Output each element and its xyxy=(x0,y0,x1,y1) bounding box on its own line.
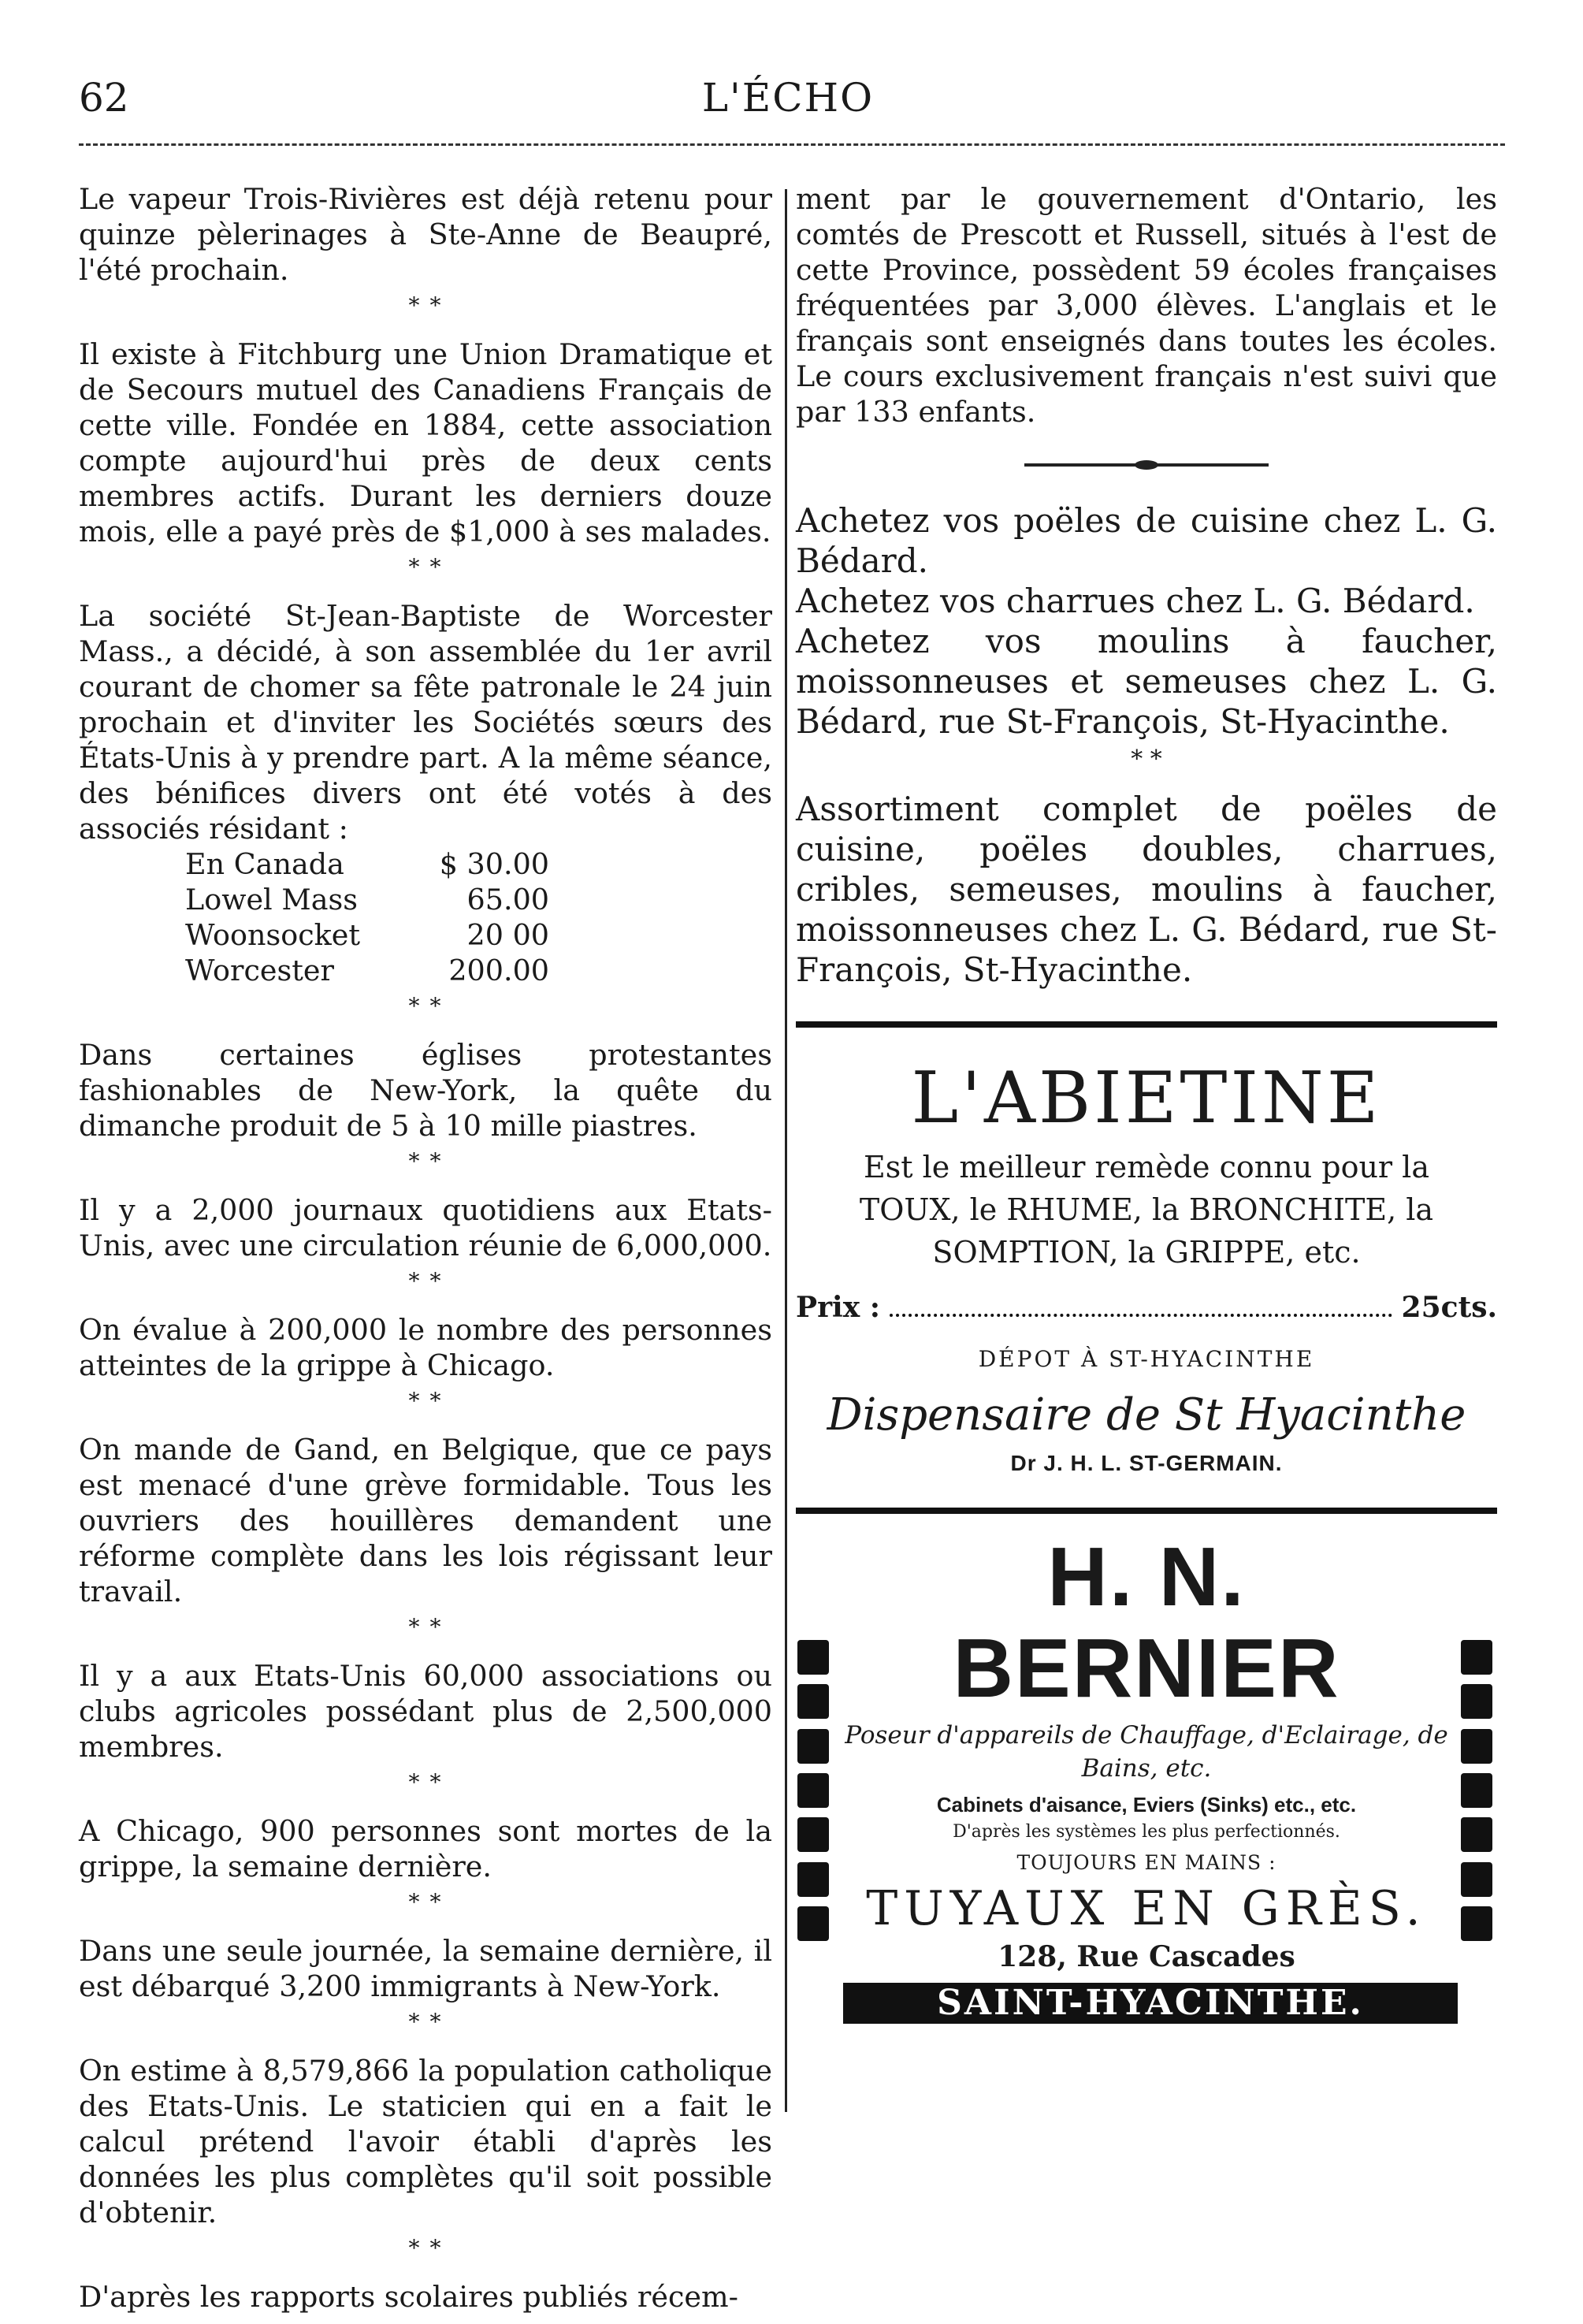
news-item: On mande de Gand, en Belgique, que ce pays est menacé d'une grève formidable. Tous les ouvriers des houillères demandent une réforme complète dans les lois régissant leur travail. xyxy=(79,1433,772,1608)
separator-stars: * * xyxy=(408,2235,443,2261)
ad-divider xyxy=(796,1021,1497,1028)
bernier-description: Poseur d'appareils de Chauffage, d'Eclairage, de Bains, etc. xyxy=(845,1721,1448,1783)
bernier-address: 128, Rue Cascades xyxy=(998,1940,1295,1973)
donation-amount: 20 00 xyxy=(466,918,550,952)
abietine-line: TOUX, le RHUME, la BRONCHITE, la xyxy=(859,1192,1434,1227)
price-label: Prix : xyxy=(796,1291,880,1324)
separator-stars: * * xyxy=(408,1148,443,1174)
price-value: 25cts. xyxy=(1401,1291,1497,1324)
news-item: Le vapeur Trois-Rivières est déjà retenu pour quinze pèlerinages à Ste-Anne de Beaupré, l'été prochain. xyxy=(79,182,772,287)
left-column xyxy=(79,181,772,2315)
news-item: Il y a 2,000 journaux quotidiens aux Etats-Unis, avec une circulation réunie de 6,000,000. xyxy=(79,1193,772,1262)
news-item: Dans une seule journée, la semaine dernière, il est débarqué 3,200 immigrants à New-York. xyxy=(79,1934,772,2003)
donation-amount: 65.00 xyxy=(466,883,550,917)
price-leader-dots xyxy=(890,1314,1392,1317)
bernier-toujours: TOUJOURS EN MAINS : xyxy=(1016,1851,1276,1874)
abietine-line: Est le meilleur remède connu pour la xyxy=(864,1150,1429,1184)
donation-place: Lowel Mass xyxy=(185,883,358,917)
abietine-line: SOMPTION, la GRIPPE, etc. xyxy=(932,1235,1361,1270)
donation-place: En Canada xyxy=(185,847,344,881)
news-item: Il existe à Fitchburg une Union Dramatique et de Secours mutuel des Canadiens Français de cette ville. Fondée en 1884, cette association compte aujourd'hui près de deux cents membres actifs. Durant les derniers douze mois, elle a payé près de $1,000 à ses malades. xyxy=(79,337,772,548)
price-row xyxy=(796,1291,1497,1324)
separator-stars: * * xyxy=(408,1769,443,1795)
bernier-ad xyxy=(796,1508,1497,2023)
separator-stars: * * xyxy=(408,1889,443,1915)
page-header xyxy=(79,75,1497,138)
bernier-tuyaux: TUYAUX EN GRÈS. xyxy=(866,1881,1427,1936)
separator-stars: * * xyxy=(408,292,443,318)
ornament-border-left xyxy=(797,1640,832,1941)
dispensaire-name: Dispensaire de St Hyacinthe xyxy=(827,1389,1466,1441)
donation-place: Worcester xyxy=(185,954,334,987)
table-row xyxy=(185,917,549,953)
news-item: On estime à 8,579,866 la population catholique des Etats-Unis. Le staticien qui en a fait le calcul prétend l'avoir établi d'après les données les plus complètes qu'il soit possible d'obtenir. xyxy=(79,2054,772,2229)
abietine-title: L'ABIETINE xyxy=(911,1057,1382,1140)
ornamental-divider xyxy=(796,429,1497,500)
news-item: A Chicago, 900 personnes sont mortes de la grippe, la semaine dernière. xyxy=(79,1814,772,1883)
abietine-ad xyxy=(796,1059,1497,1476)
page-number: 62 xyxy=(79,75,129,121)
ornament-border-right xyxy=(1461,1640,1496,1941)
separator-stars: * * xyxy=(408,993,443,1019)
journal-title: L'ÉCHO xyxy=(701,75,875,121)
bernier-city: SAINT-HYACINTHE. xyxy=(843,1983,1458,2024)
bedard-ad: Achetez vos poëles de cuisine chez L. G. Bédard. xyxy=(796,501,1497,580)
header-rule xyxy=(79,143,1505,146)
news-item: Dans certaines églises protestantes fashionables de New-York, la quête du dimanche produit de 5 à 10 mille piastres. xyxy=(79,1038,772,1143)
news-item: La société St-Jean-Baptiste de Worcester Mass., a décidé, à son assemblée du 1er avril courant de chomer sa fête patronale le 24 juin prochain et d'inviter les Sociétés sœurs des États-Unis à y prendre part. A la même séance, des bénifices divers ont été votés à des associés résidant : xyxy=(79,599,772,846)
column-divider xyxy=(785,189,787,2112)
bernier-systems: D'après les systèmes les plus perfectionnés. xyxy=(953,1822,1340,1842)
donation-amount: 200.00 xyxy=(448,954,550,987)
depot-line: DÉPOT À ST-HYACINTHE xyxy=(978,1346,1315,1372)
doctor-name: Dr J. H. L. ST-GERMAIN. xyxy=(1010,1451,1283,1475)
bernier-cabinets: Cabinets d'aisance, Eviers (Sinks) etc., etc. xyxy=(936,1793,1357,1816)
news-item: On évalue à 200,000 le nombre des personnes atteintes de la grippe à Chicago. xyxy=(79,1313,772,1382)
donation-amount: $ 30.00 xyxy=(439,847,550,881)
news-item: Il y a aux Etats-Unis 60,000 associations ou clubs agricoles possédant plus de 2,500,000 membres. xyxy=(79,1659,772,1764)
bernier-name: H. N. BERNIER xyxy=(953,1530,1340,1715)
donation-place: Woonsocket xyxy=(185,918,361,952)
donations-table xyxy=(185,846,549,988)
bedard-ad: Achetez vos moulins à faucher, moissonneuses et semeuses chez L. G. Bédard, rue St-François, St-Hyacinthe. xyxy=(796,622,1497,741)
separator-stars: * * xyxy=(408,2009,443,2035)
table-row xyxy=(185,882,549,917)
separator-stars: * * xyxy=(408,1268,443,1294)
separator-stars: * * xyxy=(408,1614,443,1640)
table-row xyxy=(185,953,549,988)
separator-stars: * * xyxy=(408,554,443,580)
news-item: D'après les rapports scolaires publiés récem- xyxy=(79,2280,738,2314)
table-row xyxy=(185,846,549,882)
separator-stars: * * xyxy=(408,1388,443,1414)
separator-stars: * * xyxy=(1131,746,1162,773)
bedard-ad: Achetez vos charrues chez L. G. Bédard. xyxy=(796,582,1475,620)
assortiment-ad: Assortiment complet de poëles de cuisine, poëles doubles, charrues, cribles, semeuses, moulins à faucher, moissonneuses chez L. G. Bédard, rue St-François, St-Hyacinthe. xyxy=(796,790,1497,989)
news-continuation: ment par le gouvernement d'Ontario, les comtés de Prescott et Russell, situés à l'est de cette Province, possèdent 59 écoles françaises fréquentées par 3,000 élèves. L'anglais et le français sont enseignés dans toutes les écoles. Le cours exclusivement français n'est suivi que par 133 enfants. xyxy=(796,182,1497,429)
right-column xyxy=(796,181,1497,2023)
